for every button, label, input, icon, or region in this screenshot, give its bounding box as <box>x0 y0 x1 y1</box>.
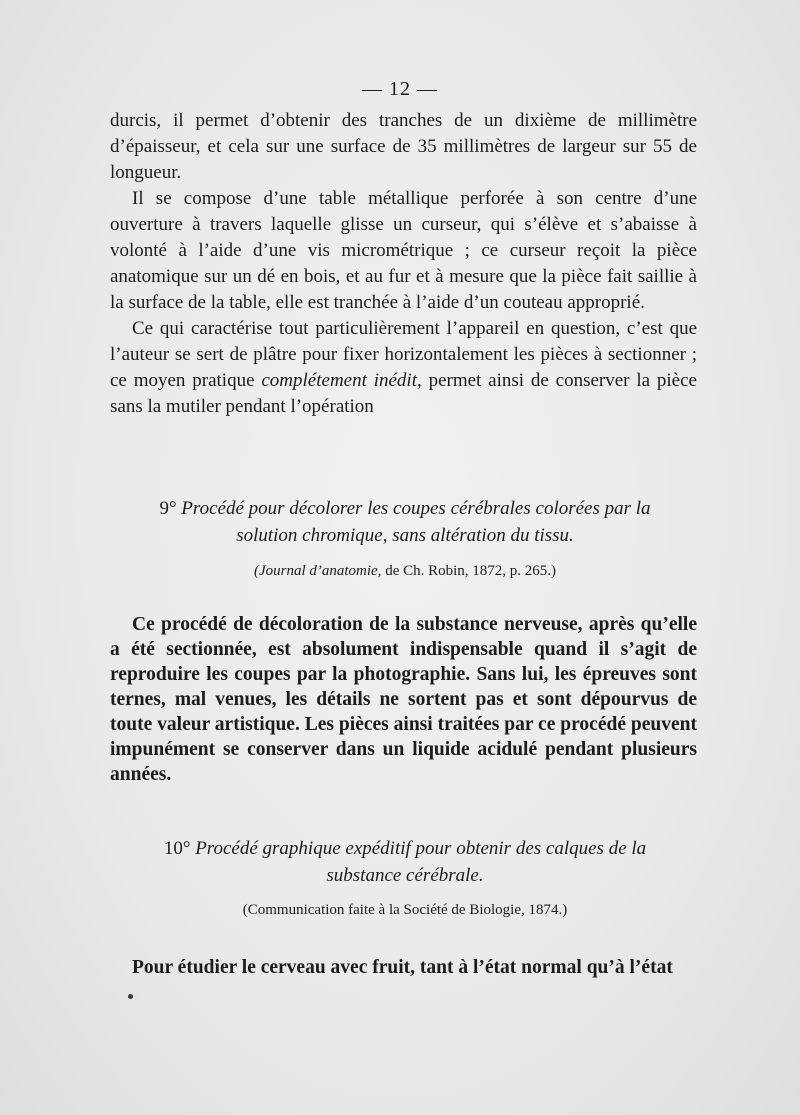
section-9-citation <box>110 563 700 580</box>
text-block-top <box>110 108 697 420</box>
section-10-heading <box>110 835 700 889</box>
paragraph-2: Il se compose d’une table métallique perforée à son centre d’une ouverture à travers laquelle glisse un curseur, qui s’élève et s’abaisse à volonté à l’aide d’une vis micrométrique ; ce curseur reçoit la pièce anatomique sur un dé en bois, et au fur et à mesure que la pièce fait saillie à la surface de la table, elle est tranchée à l’aide d’un couteau approprié. <box>110 188 697 313</box>
paragraph-1: durcis, il permet d’obtenir des tranches de un dixième de millimètre d’épaisseur, et cela sur une surface de 35 millimètres de largeur sur 55 de longueur. <box>110 110 697 183</box>
section-9-body-block <box>110 612 697 787</box>
section-10-title: Procédé graphique expéditif pour obtenir des calques de la substance cérébrale. <box>195 838 647 886</box>
section-9-number: 9° <box>159 498 177 519</box>
section-9-heading <box>110 495 700 549</box>
section-9-citation-rest: de Ch. Robin, 1872, p. 265.) <box>385 563 557 579</box>
section-9-citation-source: (Journal d’anatomie, <box>253 563 382 579</box>
paragraph-3-italic: complétement inédit <box>261 370 417 391</box>
page-number: — 12 — <box>362 78 438 100</box>
ink-speck <box>128 994 133 999</box>
section-10-body-block <box>110 955 697 980</box>
section-10-number: 10° <box>163 838 191 859</box>
section-10-citation: (Communication faite à la Société de Biologie, 1874.) <box>242 902 568 918</box>
paragraph-3-text-start: Ce qui caractérise tout particulièrement l’appareil en question, c’est que l’auteur se sert de plâtre pour fixer horizontalement les pièces à sectionner ; ce moyen pratique <box>110 318 697 391</box>
section-9-title: Procédé pour décolorer les coupes cérébrales colorées par la solution chromique, sans altération du tissu. <box>181 498 651 546</box>
section-9-body: Ce procédé de décoloration de la substance nerveuse, après qu’elle a été sectionnée, est absolument indispensable quand il s’agit de reproduire les coupes par la photographie. Sans lui, les épreuves sont ternes, mal venues, les détails ne sortent pas et sont dépourvus de toute valeur artistique. Les pièces ainsi traitées par ce procédé peuvent impunément se conserver dans un liquide acidulé pendant plusieurs années. <box>110 614 697 785</box>
section-10-body: Pour étudier le cerveau avec fruit, tant à l’état normal qu’à l’état <box>132 957 673 978</box>
paragraph-3 <box>110 316 697 420</box>
paragraph-3-text-end: , permet ainsi de conserver la pièce sans la mutiler pendant l’opération <box>110 370 697 417</box>
